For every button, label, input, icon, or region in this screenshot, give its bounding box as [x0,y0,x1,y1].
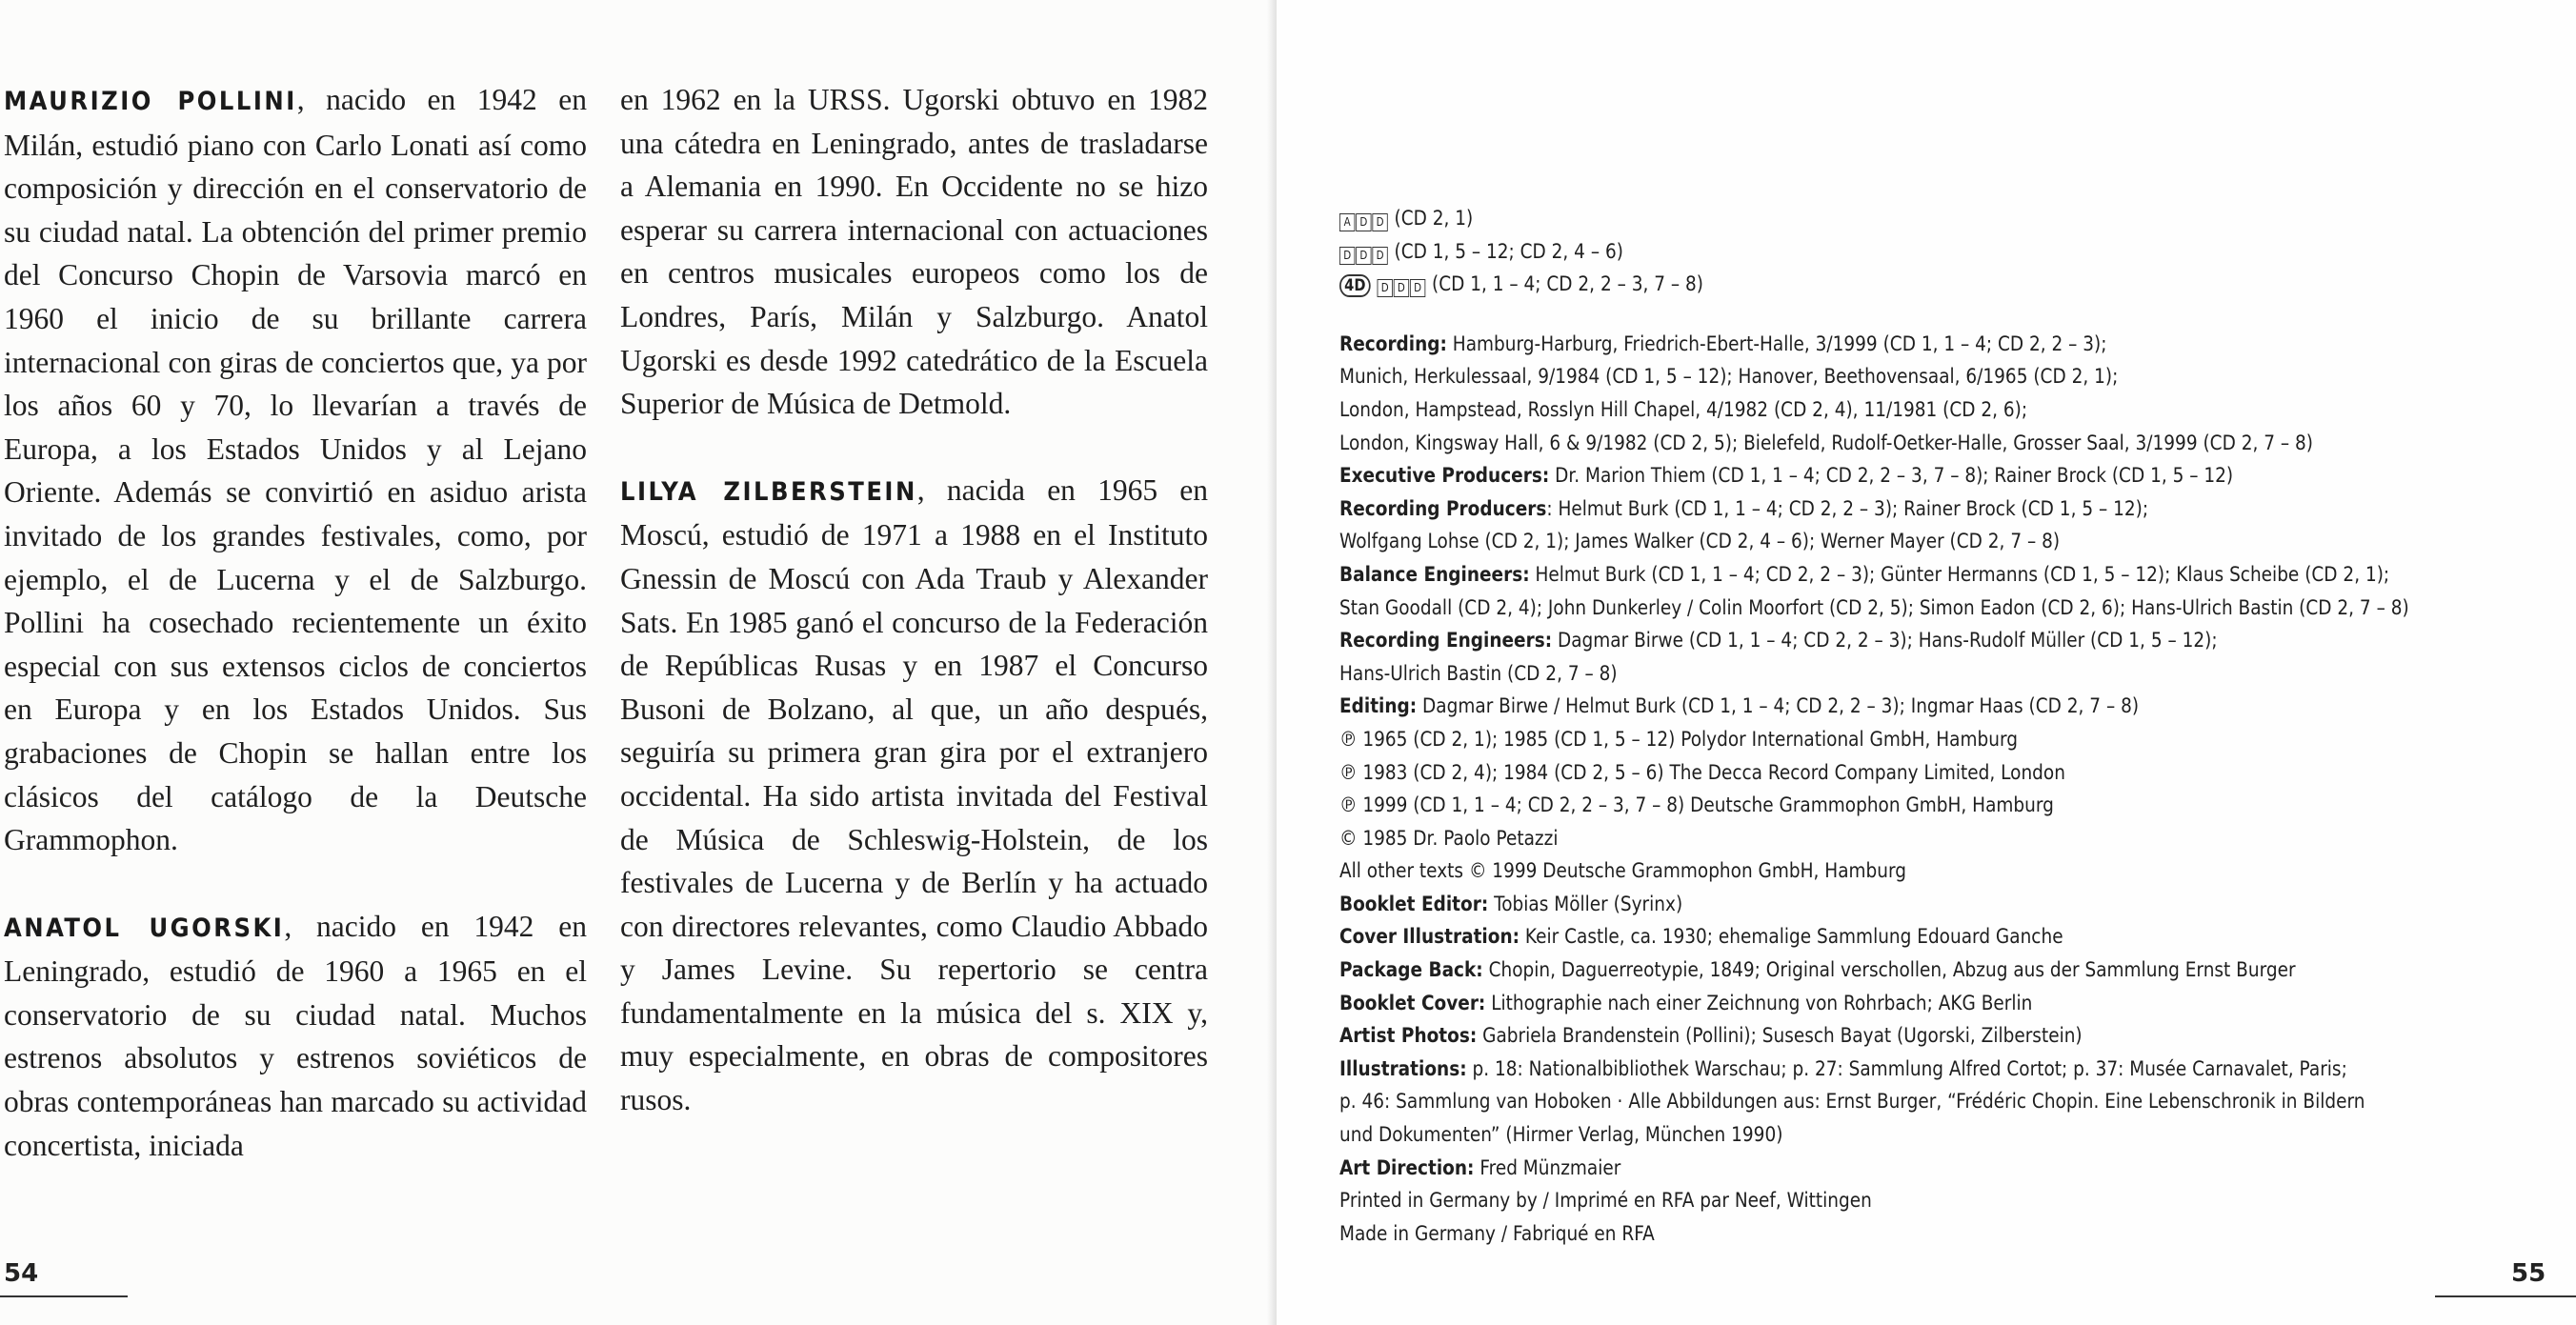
credits-block [1339,203,2536,1251]
biography-zilberstein [620,469,1208,1122]
ddd-code-icon-2: D D D [1378,272,1427,296]
credit-label-cover: Cover Illustration: [1339,925,1520,950]
left-page [0,0,1277,1325]
credit-recording-1: Recording: Hamburg-Harburg, Friedrich-Ebert-Halle, 3/1999 (CD 1, 1 – 4; CD 2, 2 – 3); [1339,331,2107,356]
credit-executive-producers: Executive Producers: Dr. Marion Thiem (CD 1, 1 – 4; CD 2, 2 – 3, 7 – 8); Rainer Brock (CD 1, 5 – 12) [1339,464,2234,489]
credit-recording-3: London, Hampstead, Rosslyn Hill Chapel, 4/1982 (CD 2, 4), 11/1981 (CD 2, 6); [1339,397,2028,422]
credit-label-recording-producers: Recording Producers [1339,496,1547,521]
credit-recording-2: Munich, Herkulessaal, 9/1984 (CD 1, 5 – 12); Hanover, Beethovensaal, 6/1965 (CD 2, 1); [1339,365,2119,390]
credit-illustrations-2: p. 46: Sammlung van Hoboken · Alle Abbildungen aus: Ernst Burger, “Frédéric Chopin. Eine Lebenschronik in Bildern [1339,1090,2365,1114]
biography-text-ugorski: , nacido en 1942 en Leningrado, estudió de 1960 a 1965 en el conservatorio de su ciudad natal. Muchos estrenos absolutos y estrenos soviéticos de obras contemporáneas han marcado su actividad concertista, iniciada [4,909,587,1162]
biography-ugorski [4,905,587,1168]
credit-made-in: Made in Germany / Fabriqué en RFA [1339,1221,1655,1246]
credit-balance-engineers-1: Balance Engineers: Helmut Burk (CD 1, 1 – 4; CD 2, 2 – 3); Günter Hermanns (CD 1, 5 – 12); Klaus Scheibe (CD 2, 1); [1339,562,2390,587]
text-column-2 [620,78,1208,1165]
biography-text-zilberstein: , nacida en 1965 en Moscú, estudió de 1971 a 1988 en el Instituto Gnessin de Moscú con Ada Traub y Alexander Sats. En 1985 ganó el concurso de la Federación de Repúblicas Rusas y en 1987 el Concurso Busoni de Bolzano, al que, un año después, seguiría su primera gran gira por el extranjero occidental. Ha sido artista invitada del Festival de Música de Schleswig-Holstein, de los festivales de Lucerna y de Berlín y ha actuado con directores relevantes, como Claudio Abbado y James Levine. Su repertorio se centra fundamentalmente en la música del s. XIX y, muy especialmente, en obras de compositores rusos. [620,472,1208,1117]
ddd-code-icon: D D D [1339,240,1389,264]
credit-label-booklet-editor: Booklet Editor: [1339,892,1489,916]
page-number-rule-right [2435,1295,2576,1297]
credit-label-art-direction: Art Direction: [1339,1155,1475,1180]
credit-recording-engineers-1: Recording Engineers: Dagmar Birwe (CD 1, 1 – 4; CD 2, 2 – 3); Hans-Rudolf Müller (CD 1, 5 – 12); [1339,629,2218,653]
4d-logo-icon: 4D [1339,274,1371,297]
credit-recording-producers-1: Recording Producers: Helmut Burk (CD 1, 1 – 4; CD 2, 2 – 3); Rainer Brock (CD 1, 5 – 12); [1339,496,2149,521]
credit-illustrations-3: und Dokumenten” (Hirmer Verlag, München 1990) [1339,1123,1783,1148]
credit-recording-4: London, Kingsway Hall, 6 & 9/1982 (CD 2, 5); Bielefeld, Rudolf-Oetker-Halle, Grosser Saal, 3/1999 (CD 2, 7 – 8) [1339,431,2313,455]
credit-label-booklet-cover: Booklet Cover: [1339,991,1486,1015]
code-line-add [1339,203,2536,236]
biography-pollini [4,78,587,862]
credit-art-direction: Art Direction: Fred Münzmaier [1339,1155,1621,1180]
credit-booklet-editor: Booklet Editor: Tobias Möller (Syrinx) [1339,892,1683,916]
credit-copyright-1: © 1985 Dr. Paolo Petazzi [1339,826,1559,851]
credit-artist-photos: Artist Photos: Gabriela Brandenstein (Pollini); Susesch Bayat (Ugorski, Zilberstein) [1339,1024,2083,1049]
credit-label-illustrations: Illustrations: [1339,1056,1467,1081]
credit-phonogram-2: ℗ 1983 (CD 2, 4); 1984 (CD 2, 5 – 6) The Decca Record Company Limited, London [1339,760,2065,785]
credit-recording-producers-2: Wolfgang Lohse (CD 2, 1); James Walker (CD 2, 4 – 6); Werner Mayer (CD 2, 7 – 8) [1339,530,2061,554]
credit-editing: Editing: Dagmar Birwe / Helmut Burk (CD 1, 1 – 4; CD 2, 2 – 3); Ingmar Haas (CD 2, 7 – 8) [1339,694,2140,719]
credit-label-recording: Recording: [1339,331,1447,356]
code-line-ddd-1-text: (CD 1, 5 – 12; CD 2, 4 – 6) [1394,239,1623,264]
code-line-ddd-1 [1339,236,2536,270]
credit-copyright-2: All other texts © 1999 Deutsche Grammophon GmbH, Hamburg [1339,859,1907,884]
artist-name-ugorski: ANATOL UGORSKI [4,913,285,943]
page-number-rule-left [0,1295,128,1297]
credit-label-balance: Balance Engineers: [1339,562,1530,587]
credit-package-back: Package Back: Chopin, Daguerreotypie, 1849; Original verschollen, Abzug aus der Sammlung Ernst Burger [1339,958,2296,983]
code-line-4d-text: (CD 1, 1 – 4; CD 2, 2 – 3, 7 – 8) [1432,272,1703,297]
credit-balance-engineers-2: Stan Goodall (CD 2, 4); John Dunkerley / Colin Moorfort (CD 2, 5); Simon Eadon (CD 2, 6); Hans-Ulrich Bastin (CD 2, 7 – 8) [1339,595,2409,620]
credit-label-executive: Executive Producers: [1339,464,1550,489]
add-code-icon: A D D [1339,207,1389,231]
biography-text-ugorski-continued: en 1962 en la URSS. Ugorski obtuvo en 1982 una cátedra en Leningrado, antes de trasladarse a Alemania en 1990. En Occidente no se hizo esperar su carrera internacional con actuaciones en centros musicales europeos como los de Londres, París, Milán y Salzburgo. Anatol Ugorski es desde 1992 catedrático de la Escuela Superior de Música de Detmold. [620,83,1208,421]
page-number-left: 54 [4,1259,39,1288]
biography-ugorski-continued [620,78,1208,426]
credit-label-editing: Editing: [1339,694,1418,719]
credit-phonogram-1: ℗ 1965 (CD 2, 1); 1985 (CD 1, 5 – 12) Polydor International GmbH, Hamburg [1339,727,2018,752]
credit-booklet-cover: Booklet Cover: Lithographie nach einer Zeichnung von Rohrbach; AKG Berlin [1339,991,2033,1015]
biography-text-pollini: , nacido en 1942 en Milán, estudió piano con Carlo Lonati así como composición y dirección en el conservatorio de su ciudad natal. La obtención del primer premio del Concurso Chopin de Varsovia marcó en 1960 el inicio de su brillante carrera internacional con giras de conciertos que, ya por los años 60 y 70, lo llevarían a través de Europa, a los Estados Unidos y al Lejano Oriente. Además se convirtió en asiduo arista invitado de los grandes festivales, como, por ejemplo, el de Lucerna y el de Salzburgo. Pollini ha cosechado recientemente un éxito especial con sus extensos ciclos de conciertos en Europa y en los Estados Unidos. Sus grabaciones de Chopin se hallan entre los clásicos del catálogo de la Deutsche Grammophon. [4,83,587,857]
credit-recording-engineers-2: Hans-Ulrich Bastin (CD 2, 7 – 8) [1339,661,1618,686]
credit-phonogram-3: ℗ 1999 (CD 1, 1 – 4; CD 2, 2 – 3, 7 – 8) Deutsche Grammophon GmbH, Hamburg [1339,793,2054,818]
artist-name-pollini: MAURIZIO POLLINI [4,87,297,116]
artist-name-zilberstein: LILYA ZILBERSTEIN [620,476,917,507]
page-number-right: 55 [2511,1259,2546,1288]
credit-label-artist: Artist Photos: [1339,1024,1478,1049]
code-line-4d-ddd [1339,269,2536,302]
credit-label-package: Package Back: [1339,958,1483,983]
credit-label-recording-engineers: Recording Engineers: [1339,629,1553,653]
code-line-add-text: (CD 2, 1) [1394,207,1474,231]
text-column-1 [4,78,587,1210]
credit-cover-illustration: Cover Illustration: Keir Castle, ca. 1930; ehemalige Sammlung Edouard Ganche [1339,925,2063,950]
credit-illustrations-1: Illustrations: p. 18: Nationalbibliothek Warschau; p. 27: Sammlung Alfred Cortot; p. 37: Musée Carnavalet, Paris; [1339,1056,2347,1081]
credit-printed-in: Printed in Germany by / Imprimé en RFA par Neef, Wittingen [1339,1189,1872,1214]
